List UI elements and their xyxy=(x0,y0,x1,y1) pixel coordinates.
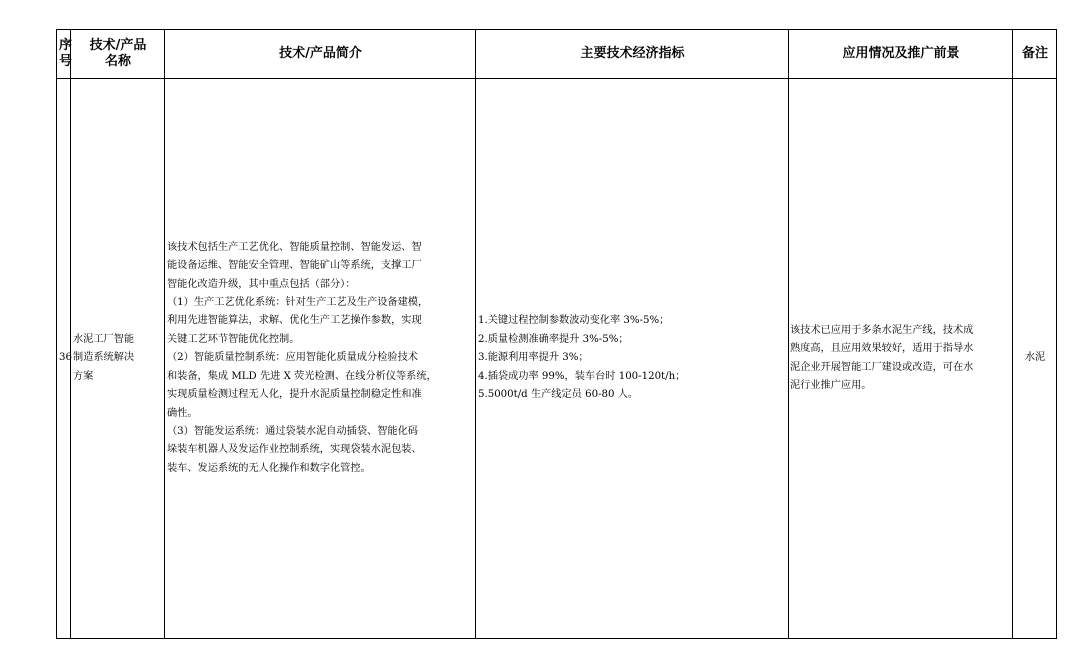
header-description: 技术/产品简介 xyxy=(165,30,476,79)
cell-index: 36 xyxy=(57,79,71,639)
header-name: 技术/产品 名称 xyxy=(71,30,165,79)
header-indicators: 主要技术经济指标 xyxy=(476,30,789,79)
header-index: 序号 xyxy=(57,30,71,79)
technology-table xyxy=(56,29,1057,639)
cell-application: 该技术已应用于多条水泥生产线，技术成 熟度高，且应用效果较好，适用于指导水 泥企业开展智能工厂建设或改造，可在水 泥行业推广应用。 xyxy=(789,79,1013,639)
cell-indicators: 1.关键过程控制参数波动变化率 3%-5%； 2.质量检测准确率提升 3%-5%； 3.能源利用率提升 3%； 4.插袋成功率 99%，装车台时 100-120t/h； 5.5000t/d 生产线定员 60-80 人。 xyxy=(476,79,789,639)
cell-description: 该技术包括生产工艺优化、智能质量控制、智能发运、智 能设备运维、智能安全管理、智能矿山等系统，支撑工厂 智能化改造升级，其中重点包括（部分）： （1）生产工艺优化系统：针对生产工艺及生产设备建模， 利用先进智能算法，求解、优化生产工艺操作参数，实现 关键工艺环节智能优化控制。 （2）智能质量控制系统：应用智能化质量成分检验技术 和装备，集成 MLD 先进 X 荧光检测、在线分析仪等系统， 实现质量检测过程无人化，提升水泥质量控制稳定性和准 确性。 （3）智能发运系统：通过袋装水泥自动插袋、智能化码 垛装车机器人及发运作业控制系统，实现袋装水泥包装、 装车、发运系统的无人化操作和数字化管控。 xyxy=(165,79,476,639)
cell-remark: 水泥 xyxy=(1013,79,1057,639)
header-row xyxy=(57,30,1057,79)
table-row xyxy=(57,79,1057,639)
table-header xyxy=(57,30,1057,79)
header-remark: 备注 xyxy=(1013,30,1057,79)
header-application: 应用情况及推广前景 xyxy=(789,30,1013,79)
table-body xyxy=(57,79,1057,639)
cell-name: 水泥工厂智能 制造系统解决 方案 xyxy=(71,79,165,639)
